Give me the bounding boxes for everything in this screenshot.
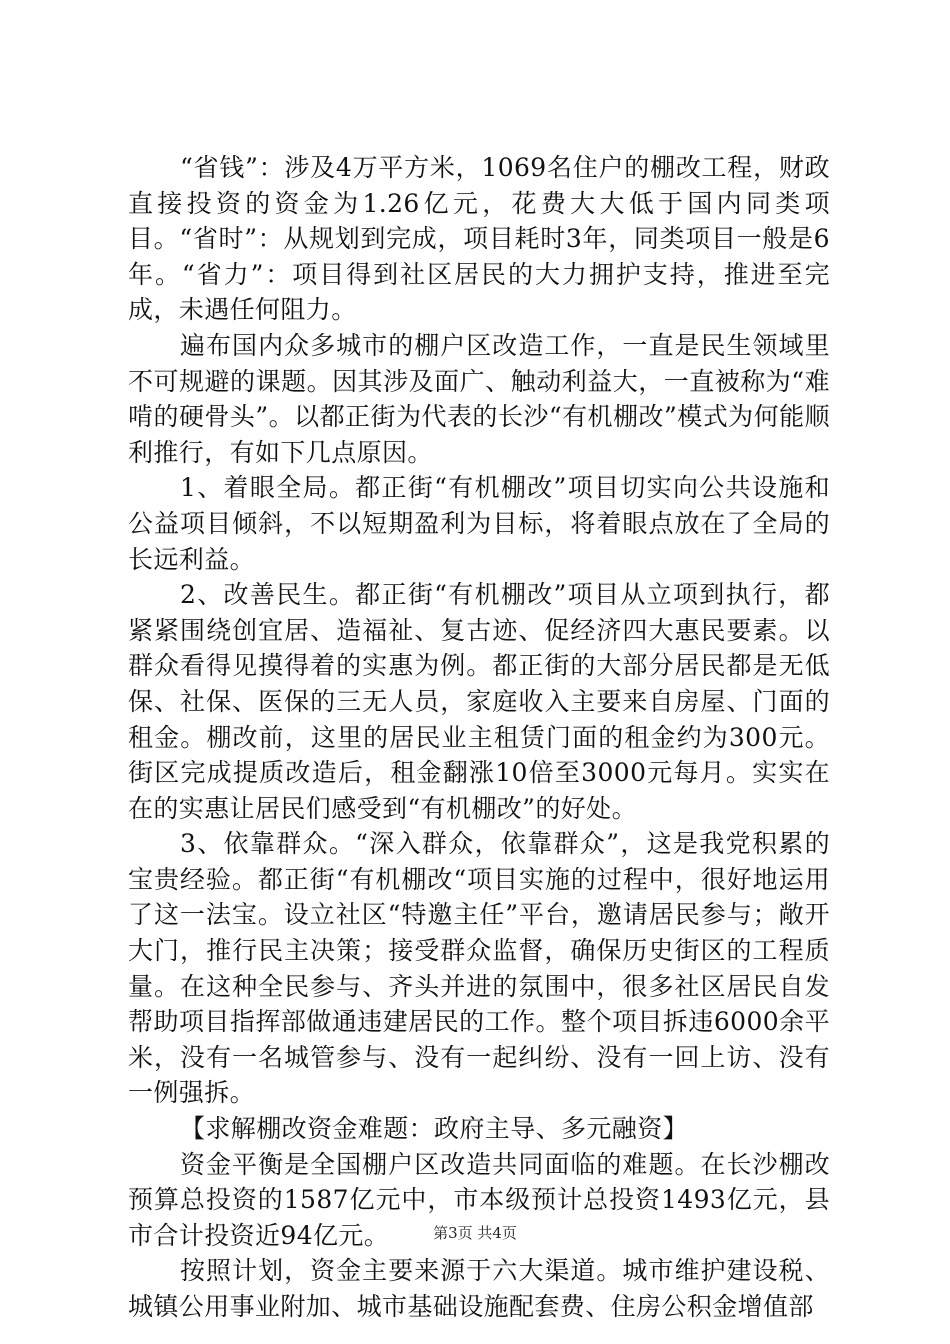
paragraph-reason-2: 2、改善民生。都正街“有机棚改”项目从立项到执行，都紧紧围绕创宜居、造福祉、复古迹、促经济四大惠民要素。以群众看得见摸得着的实惠为例。都正街的大部分居民都是无低保、社保、医保的三无人员，家庭收入主要来自房屋、门面的租金。棚改前，这里的居民业主租赁门面的租金约为300元。街区完成提质改造后，租金翻涨10倍至3000元每月。实实在在的实惠让居民们感受到“有机棚改”的好处。 bbox=[128, 580, 830, 823]
document-body bbox=[128, 150, 830, 1325]
paragraph-funding-balance: 资金平衡是全国棚户区改造共同面临的难题。在长沙棚改预算总投资的1587亿元中，市本级预计总投资1493亿元，县市合计投资近94亿元。 bbox=[128, 1149, 830, 1250]
paragraph-reason-1: 1、着眼全局。都正街“有机棚改”项目切实向公共设施和公益项目倾斜，不以短期盈利为目标，将着眼点放在了全局的长远利益。 bbox=[128, 473, 830, 574]
paragraph-reason-3: 3、依靠群众。“深入群众，依靠群众”，这是我党积累的宝贵经验。都正街“有机棚改“项目实施的过程中，很好地运用了这一法宝。设立社区“特邀主任”平台，邀请居民参与；敞开大门，推行民主决策；接受群众监督，确保历史街区的工程质量。在这种全民参与、齐头并进的氛围中，很多社区居民自发帮助项目指挥部做通违建居民的工作。整个项目拆违6000余平米，没有一名城管参与、没有一起纠纷、没有一回上访、没有一例强拆。 bbox=[128, 829, 830, 1108]
paragraph-savings: “省钱”：涉及4万平方米，1069名住户的棚改工程，财政直接投资的资金为1.26亿元，花费大大低于国内同类项目。“省时”：从规划到完成，项目耗时3年，同类项目一般是6年。“省力”：项目得到社区居民的大力拥护支持，推进至完成，未遇任何阻力。 bbox=[128, 153, 830, 325]
page-footer: 第3页 共4页 bbox=[433, 1224, 517, 1242]
section-heading-funding: 【求解棚改资金难题：政府主导、多元融资】 bbox=[180, 1114, 689, 1144]
paragraph-background: 遍布国内众多城市的棚户区改造工作，一直是民生领域里不可规避的课题。因其涉及面广、触动利益大，一直被称为“难啃的硬骨头”。以都正街为代表的长沙“有机棚改”模式为何能顺利推行，有如下几点原因。 bbox=[128, 330, 830, 467]
paragraph-funding-channels: 按照计划，资金主要来源于六大渠道。城市维护建设税、城镇公用事业附加、城市基础设施配套费、住房公积金增值部 bbox=[128, 1256, 830, 1321]
